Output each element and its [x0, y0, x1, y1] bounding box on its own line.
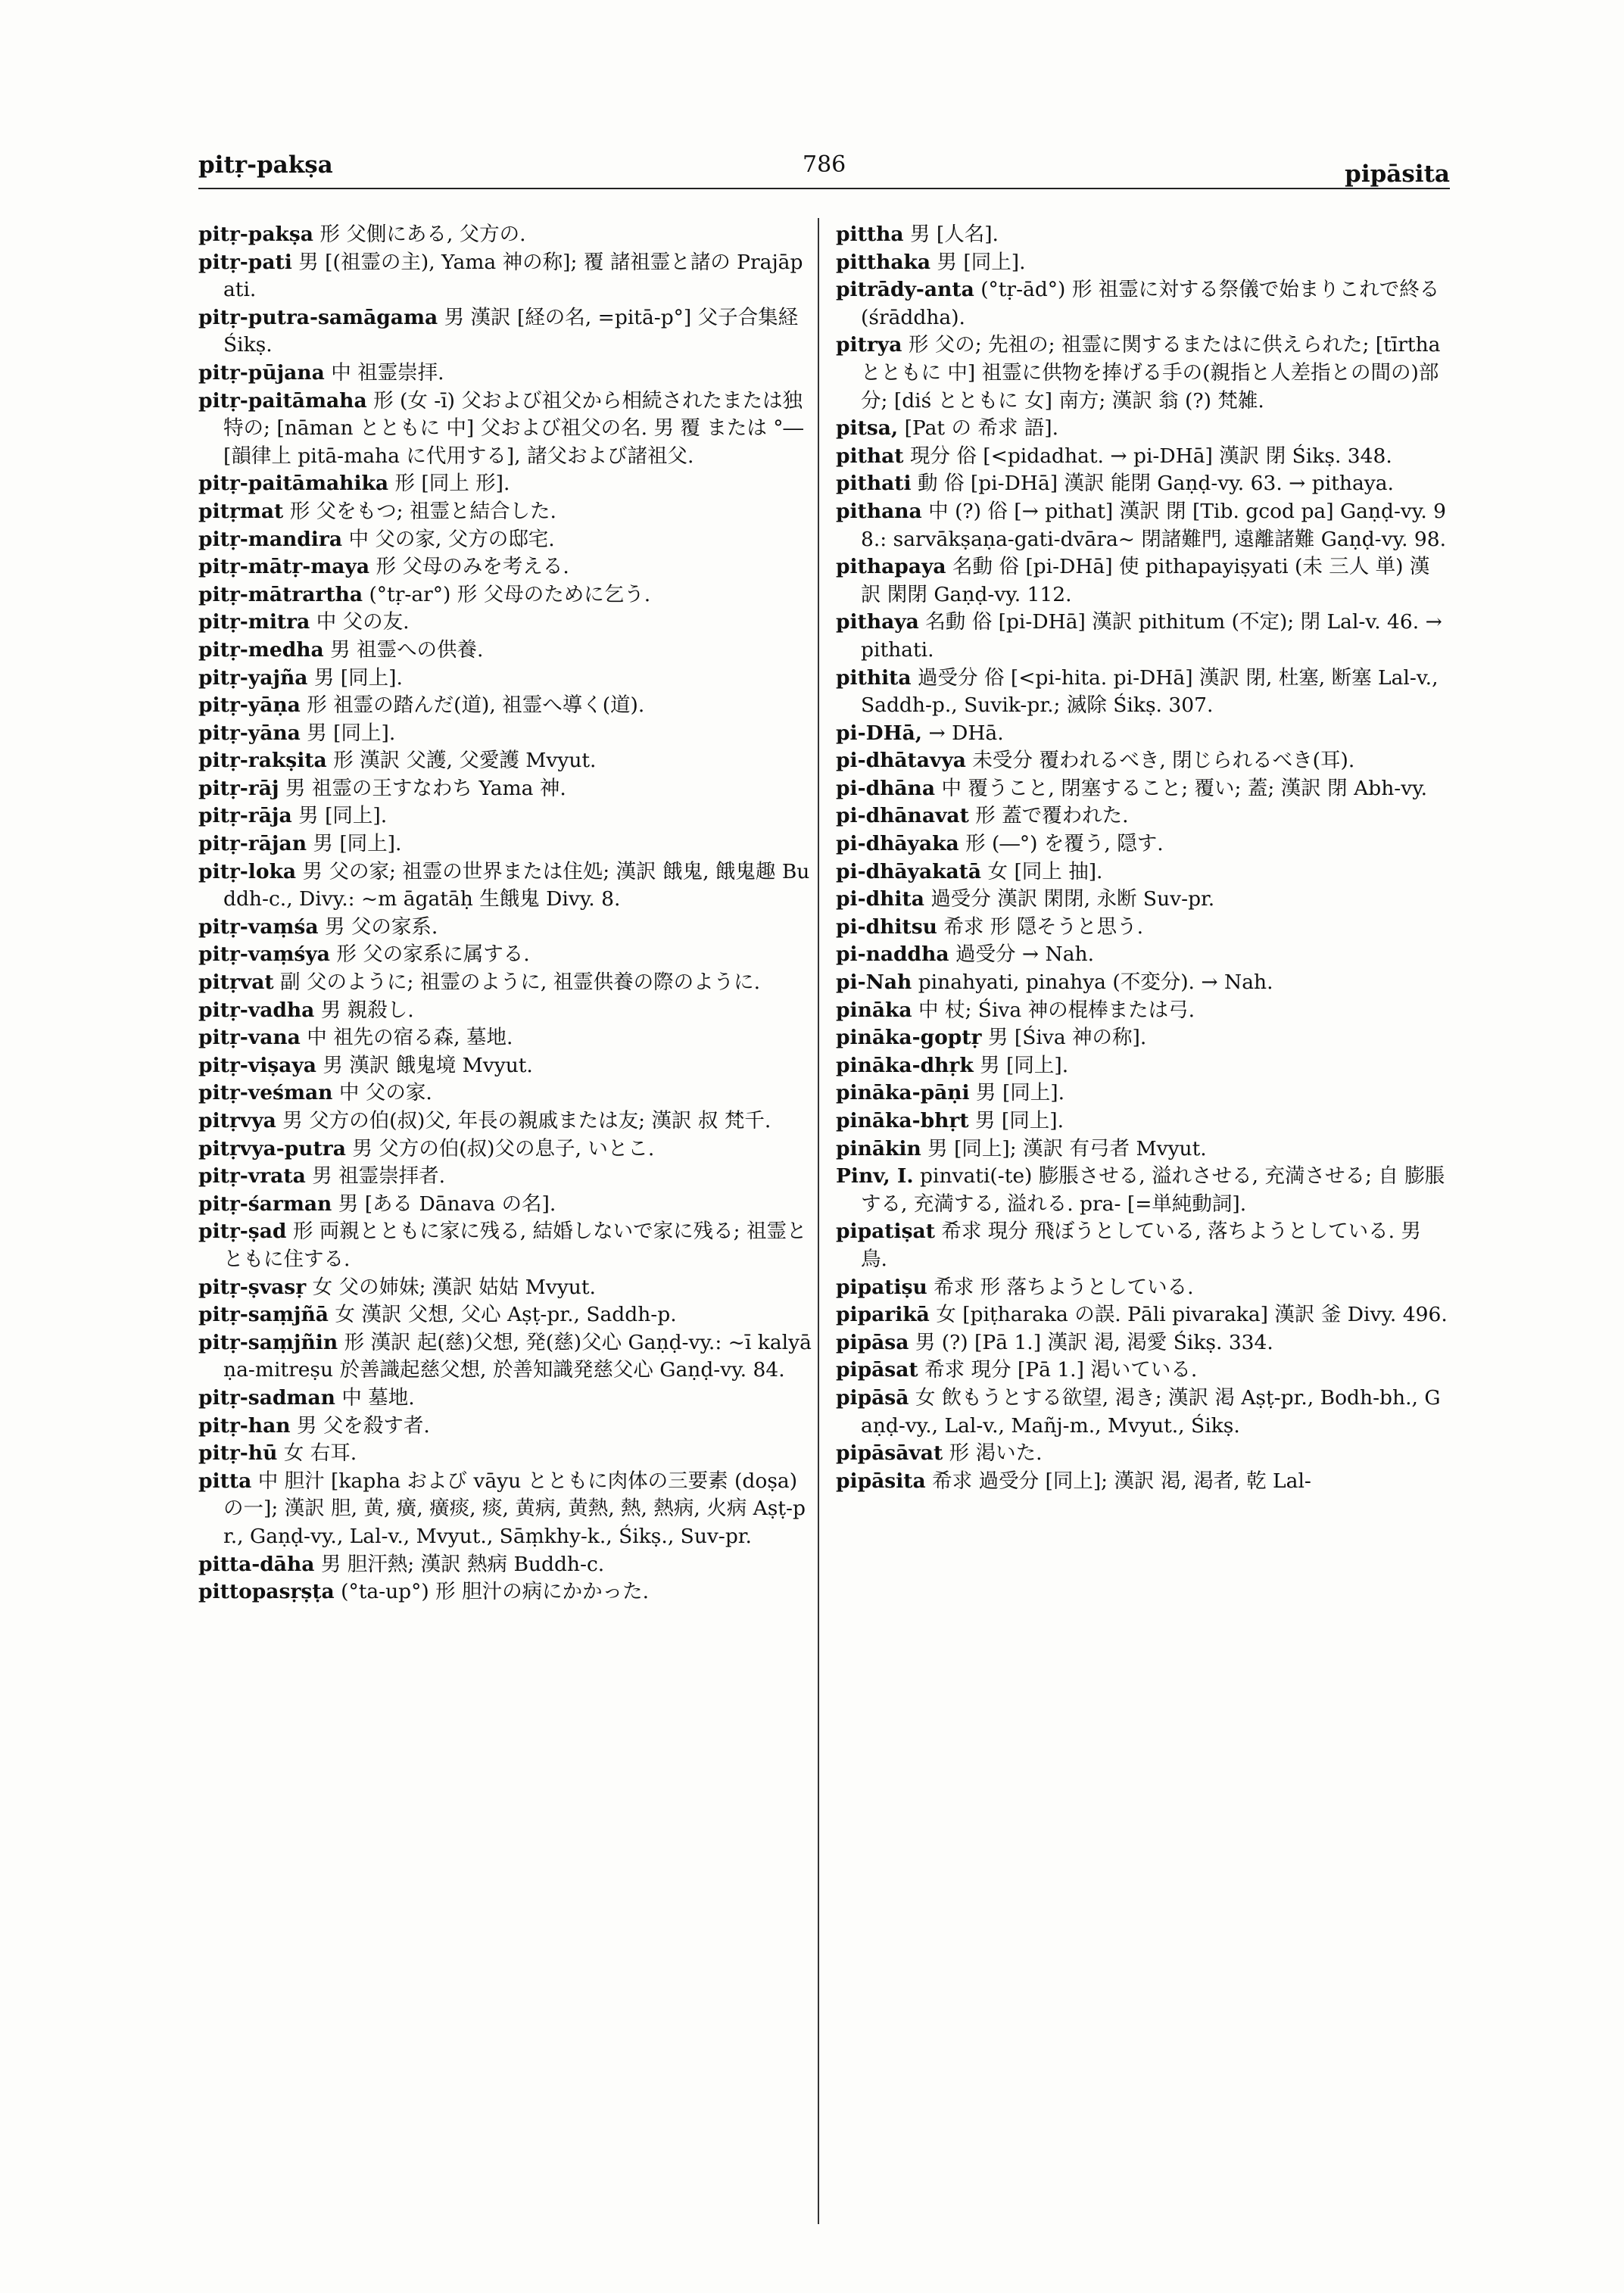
running-head-left: pitṛ-pakṣa [198, 151, 333, 179]
entry-headword: pitṛ-ṣvasṛ [198, 1275, 307, 1299]
dictionary-entry [198, 609, 812, 637]
entry-definition: 中 杖; Śiva 神の棍棒または弓. [918, 998, 1195, 1022]
entry-definition: (°tṛ-ād°) 形 祖霊に対する祭儀で始まりこれで終る (śrāddha). [861, 278, 1440, 329]
entry-definition: 男 祖霊の王すなわち Yama 神. [285, 776, 566, 800]
entry-headword: pitṛ-vadha [198, 998, 315, 1022]
entry-headword: pināka-bhṛt [836, 1109, 969, 1132]
dictionary-entry [836, 1136, 1449, 1164]
entry-headword: pithita [836, 665, 912, 690]
entry-definition: 女 父の姉妹; 漢訳 姑姑 Mvyut. [312, 1275, 596, 1299]
entry-definition: 男 父の家; 祖霊の世界または住処; 漢訳 餓鬼, 餓鬼趣 Buddh-c., Divy.: ~m āgatāḥ 生餓鬼 Divy. 8. [223, 859, 810, 911]
entry-definition: 形 漢訳 父護, 父愛護 Mvyut. [333, 749, 597, 773]
dictionary-entry [198, 720, 812, 748]
dictionary-entry [836, 415, 1449, 443]
entry-definition: 男 [同上]. [980, 1053, 1069, 1077]
entry-headword: pitṛ-vaṃśya [198, 942, 330, 967]
entry-headword: pithana [836, 499, 922, 523]
dictionary-entry [836, 802, 1449, 830]
entry-headword: pitṛ-viṣaya [198, 1053, 316, 1077]
entry-definition: 中 父の家. [338, 1081, 432, 1105]
entry-definition: 男 親殺し. [320, 998, 414, 1022]
entry-definition: 名動 俗 [pi-DHā] 漢訳 pithitum (不定); 閉 Lal-v. 46. → pithati. [861, 610, 1442, 662]
entry-headword: pitṛ-pakṣa [198, 223, 313, 246]
entry-headword: pitṛ-vana [198, 1026, 301, 1050]
entry-headword: pi-DHā, [836, 721, 923, 745]
dictionary-entry [836, 720, 1449, 748]
dictionary-entry [198, 1052, 812, 1080]
dictionary-entry [836, 470, 1449, 498]
entry-definition: 女 飲もうとする欲望, 渇き; 漢訳 渇 Aṣṭ-pr., Bodh-bh., Gaṇḍ-vy., Lal-v., Mañj-m., Mvyut., Śikṣ. [861, 1385, 1441, 1438]
entry-headword: pittha [836, 223, 904, 246]
entry-definition: 形 父をもつ; 祖霊と結合した. [289, 499, 556, 523]
entry-definition: 男 漢訳 餓鬼境 Mvyut. [323, 1053, 533, 1077]
dictionary-entry [198, 581, 812, 609]
entry-headword: pitṛ-medha [198, 637, 324, 662]
entry-headword: pitta-dāha [198, 1552, 315, 1576]
entry-definition: 男 [同上]. [298, 804, 388, 828]
entry-definition: 男 [同上]. [313, 665, 403, 690]
entry-definition: 男 [同上]. [976, 1081, 1065, 1105]
entry-definition: 男 (?) [Pā 1.] 漢訳 渇, 渇愛 Śikṣ. 334. [915, 1330, 1273, 1354]
entry-headword: pipāsāvat [836, 1441, 943, 1466]
entry-headword: pitṛ-veśman [198, 1081, 333, 1105]
entry-headword: pitṛ-sadman [198, 1385, 335, 1410]
dictionary-entry [198, 1108, 812, 1136]
column-divider [818, 218, 819, 2224]
dictionary-entry [198, 692, 812, 720]
entry-headword: pitṛ-rājan [198, 832, 307, 856]
entry-headword: pitrādy-anta [836, 278, 974, 302]
entry-definition: 形 (―°) を覆う, 隠す. [965, 832, 1164, 856]
dictionary-entry [836, 1274, 1449, 1302]
dictionary-entry [198, 637, 812, 665]
dictionary-entry [198, 1468, 812, 1551]
entry-definition: 女 右耳. [283, 1441, 357, 1466]
entry-definition: 男 父を殺す者. [296, 1413, 430, 1438]
dictionary-entry [836, 747, 1449, 775]
entry-headword: pi-dhātavya [836, 749, 966, 773]
entry-headword: pitṛ-mātṛ-maya [198, 555, 369, 579]
dictionary-entry [198, 997, 812, 1025]
entry-headword: pitṛ-saṃjñin [198, 1330, 338, 1354]
entry-headword: pi-naddha [836, 942, 949, 967]
entry-definition: 形 両親とともに家に残る, 結婚しないで家に残る; 祖霊とともに住する. [223, 1220, 807, 1271]
entry-headword: pitthaka [836, 250, 931, 274]
dictionary-entry [198, 1551, 812, 1579]
entry-headword: pi-dhita [836, 887, 924, 911]
dictionary-entry [198, 470, 812, 498]
dictionary-entry [198, 1163, 812, 1191]
entry-definition: 男 父方の伯(叔)父の息子, いとこ. [352, 1136, 655, 1161]
dictionary-entry [198, 665, 812, 693]
dictionary-entry [198, 1385, 812, 1413]
entry-definition: pinahyati, pinahya (不変分). → Nah. [918, 970, 1273, 995]
entry-definition: 過受分 俗 [<pi-hita. pi-DHā] 漢訳 閉, 杜塞, 断塞 Lal-v., Saddh-p., Suvik-pr.; 滅除 Śikṣ. 307. [861, 665, 1439, 718]
entry-definition: 中 父の友. [316, 610, 410, 634]
entry-definition: 女 [同上 抽]. [987, 859, 1103, 883]
dictionary-entry [836, 858, 1449, 886]
entry-definition: pinvati(-te) 膨脹させる, 溢れさせる, 充満させる; 自 膨脹する, 充満する, 溢れる. pra- [=単純動詞]. [861, 1164, 1445, 1216]
entry-definition: 中 祖霊崇拝. [331, 360, 444, 385]
entry-definition: 形 父側にある, 父方の. [320, 223, 526, 246]
entry-definition: 形 父の家系に属する. [336, 942, 530, 967]
entry-definition: 形 祖霊の踏んだ(道), 祖霊へ導く(道). [307, 693, 645, 718]
entry-definition: 動 俗 [pi-DHā] 漢訳 能閉 Gaṇḍ-vy. 63. → pithaya. [918, 472, 1394, 496]
dictionary-entry [836, 665, 1449, 720]
entry-headword: pitṛ-ṣad [198, 1220, 287, 1244]
dictionary-entry [198, 553, 812, 581]
entry-headword: pitṛvya-putra [198, 1136, 346, 1161]
entry-definition: 名動 俗 [pi-DHā] 使 pithapayiṣyati (未 三人 単) 漢訳 閑閉 Gaṇḍ-vy. 112. [861, 555, 1430, 606]
entry-definition: 男 祖霊崇拝者. [312, 1164, 446, 1189]
dictionary-entry [836, 1468, 1449, 1496]
entry-headword: pitṛ-yāna [198, 721, 301, 745]
entry-headword: pitṛ-mitra [198, 610, 310, 634]
dictionary-entry [836, 886, 1449, 914]
dictionary-entry [198, 747, 812, 775]
entry-definition: 男 [同上]; 漢訳 有弓者 Mvyut. [927, 1136, 1207, 1161]
entry-definition: 形 漢訳 起(慈)父想, 発(慈)父心 Gaṇḍ-vy.: ~ī kalyāṇa-mitreṣu 於善識起慈父想, 於善知識発慈父心 Gaṇḍ-vy. 84. [223, 1330, 812, 1382]
entry-headword: pitṛ-rakṣita [198, 749, 327, 773]
dictionary-entry [836, 830, 1449, 858]
entry-definition: 希求 現分 飛ぼうとしている, 落ちようとしている. 男 鳥. [861, 1220, 1421, 1271]
dictionary-entry [836, 1357, 1449, 1385]
entry-headword: pitṛ-paitāmaha [198, 388, 367, 413]
dictionary-entry [198, 1024, 812, 1052]
entry-headword: pitṛvat [198, 970, 274, 995]
running-head-right: pipāsita [1345, 160, 1450, 188]
dictionary-entry [836, 914, 1449, 942]
dictionary-entry [836, 1440, 1449, 1468]
entry-headword: pitṛ-putra-samāgama [198, 305, 438, 329]
entry-definition: 形 父の; 先祖の; 祖霊に関するまたはに供えられた; [tīrtha とともに 中] 祖霊に供物を捧げる手の(親指と人差指との間の)部分; [diś とともに 女] 南方; 漢訳 翁 (?) 梵雑. [861, 333, 1441, 413]
entry-definition: 過受分 → Nah. [955, 942, 1094, 967]
entry-definition: 男 父の家系. [324, 914, 438, 939]
entry-headword: pitta [198, 1469, 252, 1493]
dictionary-entry [198, 969, 812, 997]
dictionary-entry [836, 1080, 1449, 1108]
entry-headword: pitṛ-mandira [198, 527, 343, 551]
right-column [836, 221, 1449, 1495]
entry-definition: 男 父方の伯(叔)父, 年長の親戚または友; 漢訳 叔 梵千. [282, 1109, 771, 1132]
dictionary-entry [198, 304, 812, 360]
entry-headword: piparikā [836, 1303, 930, 1327]
entry-headword: pitṛ-rāj [198, 776, 279, 800]
dictionary-entry [836, 276, 1449, 332]
entry-headword: pitṛ-saṃjñā [198, 1303, 329, 1327]
entry-definition: 中 祖先の宿る森, 墓地. [307, 1026, 513, 1050]
entry-headword: pi-dhāyaka [836, 832, 959, 856]
dictionary-entry [198, 914, 812, 942]
dictionary-entry [198, 1301, 812, 1329]
entry-definition: 形 [同上 形]. [394, 472, 510, 496]
dictionary-entry [836, 553, 1449, 609]
entry-headword: pipāsa [836, 1330, 909, 1354]
dictionary-entry [198, 1274, 812, 1302]
dictionary-entry [198, 1136, 812, 1164]
entry-definition: 男 祖霊への供養. [330, 637, 484, 662]
entry-definition: 中 (?) 俗 [→ pithat] 漢訳 閉 [Tib. gcod pa] Gaṇḍ-vy. 98.: sarvākṣaṇa-gati-dvāra~ 閉諸難門, 遠離諸難 Gaṇḍ-vy. 98. [861, 499, 1447, 551]
dictionary-entry [198, 1329, 812, 1385]
entry-headword: pitṛ-yāṇa [198, 693, 301, 718]
dictionary-entry [836, 1108, 1449, 1136]
header-rule [198, 188, 1450, 189]
entry-headword: pināka-pāṇi [836, 1081, 970, 1105]
dictionary-entry [836, 609, 1449, 664]
entry-definition: 男 [(祖霊の主), Yama 神の称]; 覆 諸祖霊と諸の Prajāpati. [223, 250, 803, 302]
entry-headword: pitṛ-hū [198, 1441, 278, 1466]
entry-headword: pitsa, [836, 416, 899, 441]
entry-definition: 中 覆うこと, 閉塞すること; 覆い; 蓋; 漢訳 閉 Abh-vy. [941, 776, 1428, 800]
entry-definition: 男 [人名]. [909, 223, 999, 246]
dictionary-entry [836, 1052, 1449, 1080]
entry-definition: 副 父のように; 祖霊のように, 祖霊供養の際のように. [280, 970, 761, 995]
entry-headword: pināka-dhṛk [836, 1053, 974, 1077]
entry-definition: 形 (女 -ī) 父および祖父から相続されたまたは独特の; [nāman とともに 中] 父および祖父の名. 男 覆 または °― [韻律上 pitā-maha に代用する], 諸父および諸祖父. [223, 388, 804, 468]
entry-headword: pithati [836, 472, 912, 496]
entry-definition: 男 [同上]. [937, 250, 1026, 274]
entry-headword: pitṛ-mātrartha [198, 582, 363, 606]
dictionary-entry [198, 802, 812, 830]
entry-definition: (°ta-up°) 形 胆汁の病にかかった. [341, 1580, 649, 1604]
entry-definition: 形 蓋で覆われた. [975, 804, 1129, 828]
entry-headword: pi-dhāna [836, 776, 935, 800]
dictionary-entry [836, 775, 1449, 803]
entry-headword: pithat [836, 444, 904, 468]
entry-definition: 中 父の家, 父方の邸宅. [348, 527, 555, 551]
dictionary-entry [198, 1080, 812, 1108]
dictionary-entry [836, 1024, 1449, 1052]
dictionary-entry [198, 830, 812, 858]
entry-headword: pipāsita [836, 1469, 926, 1493]
dictionary-entry [836, 443, 1449, 471]
entry-headword: pitṛ-loka [198, 859, 297, 883]
entry-headword: pitṛmat [198, 499, 284, 523]
entry-definition: 男 胆汗熱; 漢訳 熱病 Buddh-c. [320, 1552, 605, 1576]
entry-headword: pinākin [836, 1136, 921, 1161]
dictionary-entry [198, 526, 812, 554]
entry-headword: pitṛ-pati [198, 250, 292, 274]
dictionary-entry [198, 221, 812, 249]
entry-headword: pināka [836, 998, 912, 1022]
dictionary-entry [836, 221, 1449, 249]
entry-definition: 男 [ある Dānava の名]. [338, 1192, 556, 1216]
entry-headword: pināka-goptṛ [836, 1026, 982, 1050]
entry-definition: 過受分 漢訳 閑閉, 永断 Suv-pr. [930, 887, 1215, 911]
entry-headword: pitṛ-vaṃśa [198, 914, 319, 939]
entry-headword: pipatiṣu [836, 1275, 927, 1299]
entry-definition: 未受分 覆われるべき, 閉じられるべき(耳). [972, 749, 1355, 773]
entry-headword: pipāsat [836, 1358, 918, 1382]
entry-headword: pipāsā [836, 1385, 909, 1410]
entry-definition: 女 漢訳 父想, 父心 Aṣṭ-pr., Saddh-p. [335, 1303, 677, 1327]
dictionary-entry [836, 1385, 1449, 1440]
dictionary-entry [836, 498, 1449, 553]
dictionary-entry [198, 249, 812, 304]
entry-definition: 現分 俗 [<pidadhat. → pi-DHā] 漢訳 閉 Śikṣ. 348. [909, 444, 1392, 468]
entry-headword: pitṛ-paitāmahika [198, 472, 389, 496]
entry-definition: 希求 現分 [Pā 1.] 渇いている. [924, 1358, 1198, 1382]
entry-definition: 女 [piṭharaka の誤. Pāli pivaraka] 漢訳 釜 Divy. 496. [936, 1303, 1448, 1327]
dictionary-entry [198, 1218, 812, 1273]
entry-headword: pipatiṣat [836, 1220, 935, 1244]
entry-definition: 希求 過受分 [同上]; 漢訳 渇, 渇者, 乾 Lal- [932, 1469, 1311, 1493]
entry-headword: pitṛ-rāja [198, 804, 292, 828]
entry-headword: pitṛ-pūjana [198, 360, 325, 385]
entry-headword: Pinv, I. [836, 1164, 914, 1189]
entry-definition: 中 墓地. [341, 1385, 415, 1410]
dictionary-entry [836, 1218, 1449, 1273]
entry-headword: pi-dhitsu [836, 914, 937, 939]
dictionary-entry [836, 332, 1449, 415]
entry-definition: (°tṛ-ar°) 形 父母のために乞う. [369, 582, 651, 606]
entry-definition: 形 渇いた. [949, 1441, 1043, 1466]
entry-headword: pithaya [836, 610, 919, 634]
entry-headword: pithapaya [836, 555, 946, 579]
entry-headword: pi-dhāyakatā [836, 859, 982, 883]
page-number: 786 [803, 151, 846, 178]
entry-definition: 希求 形 落ちようとしている. [934, 1275, 1194, 1299]
dictionary-entry [198, 775, 812, 803]
entry-headword: pi-Nah [836, 970, 912, 995]
entry-definition: 形 父母のみを考える. [376, 555, 569, 579]
entry-headword: pitṛ-han [198, 1413, 291, 1438]
entry-headword: pitṛ-vrata [198, 1164, 306, 1189]
entry-definition: 男 [同上]. [313, 832, 402, 856]
dictionary-entry [198, 941, 812, 969]
entry-headword: pitṛ-yajña [198, 665, 308, 690]
dictionary-entry [198, 1413, 812, 1441]
entry-definition: 男 [同上]. [307, 721, 396, 745]
entry-definition: 男 漢訳 [経の名, =pitā-p°] 父子合集経 Śikṣ. [223, 305, 799, 357]
dictionary-entry [836, 941, 1449, 969]
entry-definition: 中 胆汁 [kapha および vāyu とともに肉体の三要素 (doṣa) の一]; 漢訳 胆, 黄, 癀, 癀痰, 痰, 黄病, 黄熱, 熱, 熱病, 火病 Aṣṭ-pr., Gaṇḍ-vy., Lal-v., Mvyut., Sāṃkhy-k., Śikṣ., Suv-pr. [223, 1469, 806, 1548]
dictionary-entry [836, 1163, 1449, 1218]
entry-definition: → DHā. [928, 721, 1004, 745]
dictionary-entry [836, 1301, 1449, 1329]
dictionary-entry [198, 1191, 812, 1219]
dictionary-entry [836, 1329, 1449, 1357]
dictionary-entry [198, 1440, 812, 1468]
entry-headword: pitṛvya [198, 1109, 276, 1132]
dictionary-entry [198, 388, 812, 471]
entry-headword: pittopasṛṣṭa [198, 1580, 335, 1604]
entry-headword: pitṛ-śarman [198, 1192, 332, 1216]
dictionary-entry [836, 997, 1449, 1025]
entry-definition: 男 [同上]. [975, 1109, 1064, 1132]
entry-definition: 男 [Śiva 神の称]. [987, 1026, 1147, 1050]
entry-headword: pitrya [836, 333, 902, 357]
dictionary-entry [836, 249, 1449, 277]
dictionary-entry [198, 360, 812, 388]
dictionary-entry [198, 858, 812, 914]
dictionary-entry [198, 1578, 812, 1606]
dictionary-entry [198, 498, 812, 526]
left-column [198, 221, 812, 1606]
entry-definition: 希求 形 隠そうと思う. [943, 914, 1144, 939]
entry-headword: pi-dhānavat [836, 804, 969, 828]
entry-definition: [Pat の 希求 語]. [904, 416, 1059, 441]
dictionary-entry [836, 969, 1449, 997]
